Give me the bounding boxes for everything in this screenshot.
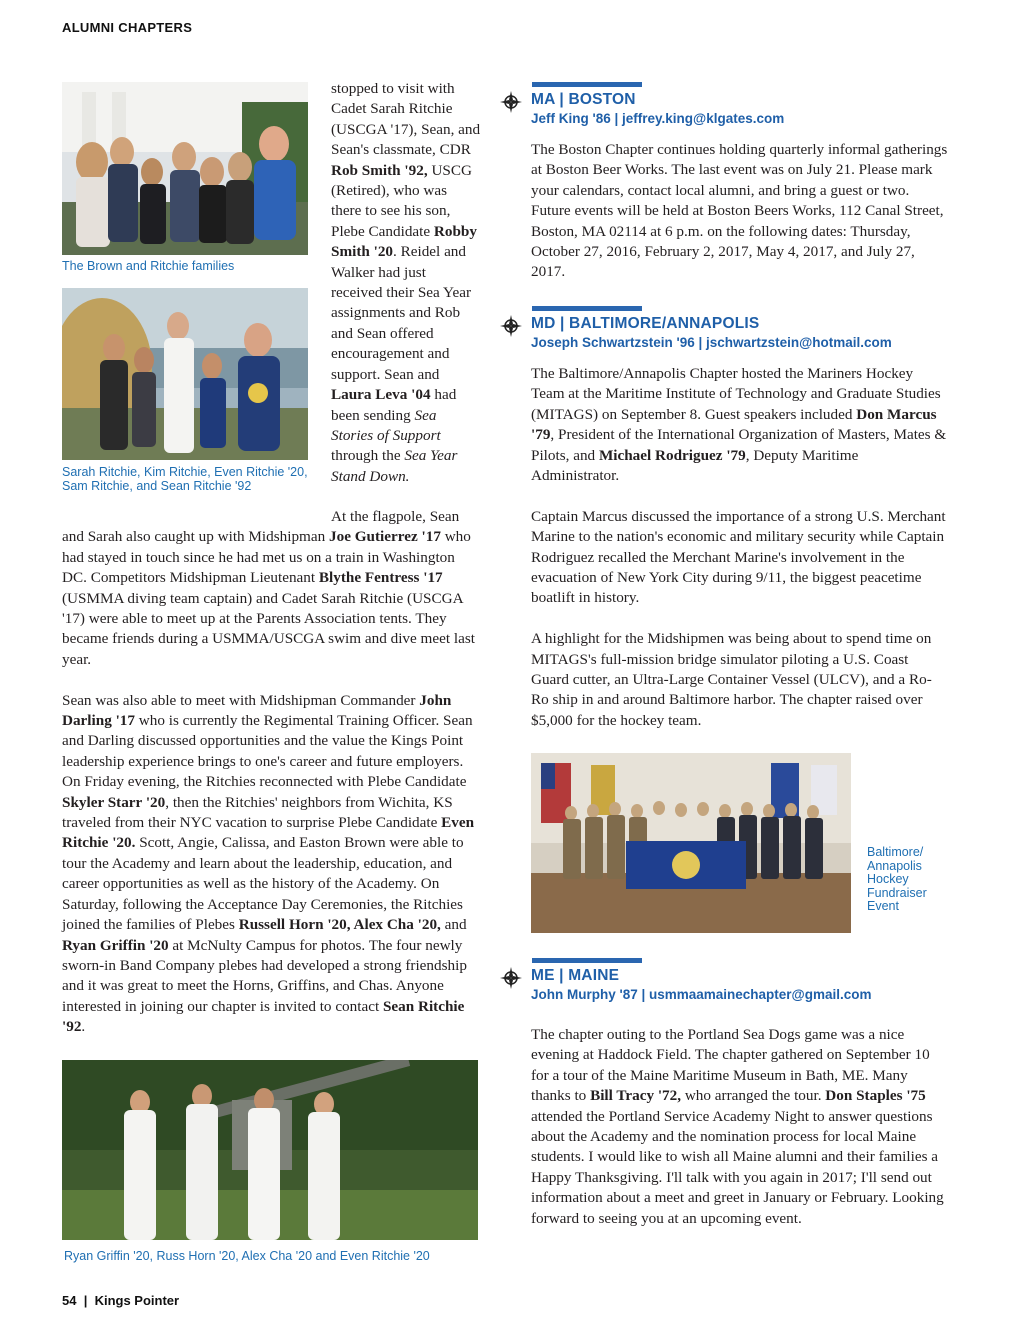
photo-ritchie-group [62,288,308,460]
left-side-text: stopped to visit with Cadet Sarah Ritchie (USCGA '17), Sean, and Sean's classmate, CDR Rob Smith '92, USCG (Retired), who was there to see his son, Plebe Candidate Robby Smith '20. Reidel and Walker had just received their Sea Year assignments and Rob and Sean offered encouragement and support. Sean and Laura Leva '04 had been sending Sea Stories of Support through the Sea Year Stand Down. [331,80,481,485]
chapter-header-baltimore [500,306,970,356]
chapter-header-boston [500,82,970,132]
photo-hockey-fundraiser [531,753,851,933]
chapter-body-baltimore: The Baltimore/Annapolis Chapter hosted the Mariners Hockey Team at the Maritime Institute of Technology and Graduate Studies (MITAGS) on September 8. Guest speakers included Don Marcus '79, President of the International Organization of Masters, Mates & Pilots, and Michael Rodriguez '79, Deputy Maritime Administrator. Captain Marcus discussed the importance of a strong U.S. Merchant Marine to the nation's economic and military security while Captain Rodriguez recalled the Merchant Marine's involvement in the evacuation of New York City during 9/11, the biggest peacetime boatlift in history. A highlight for the Midshipmen was being about to spend time on MITAGS's full-mission bridge simulator piloting a U.S. Coast Guard cutter, an Ultra-Large Container Vessel (ULCV), and a Ro-Ro ship in and around Baltimore harbor. The chapter raised over $5,000 for the hockey team. [531,365,947,729]
chapter-divider-bar [532,82,642,87]
family-photo-image [62,82,308,255]
left-main-text: At the flagpole, Sean and Sarah also caught up with Midshipman Joe Gutierrez '17 who had stayed in touch since he had met us on a train in Washington DC. Competitors Midshipman Lieutenant Blythe Fentress '17 (USMMA diving team captain) and Cadet Sarah Ritchie (USCGA '17) were able to meet up at the Parents Association tents. They became friends during a USMMA/USCGA swim and dive meet last year. Sean was also able to meet with Midshipman Commander John Darling '17 who is currently the Regimental Training Officer. Sean and Darling discussed opportunities and the value the Kings Point leadership experience brings to one's career and future employers. On Friday evening, the Ritchies reconnected with Plebe Candidate Skyler Starr '20, then the Ritchies' neighbors from Wichita, KS traveled from their NYC vacation to surprise Plebe Candidate Even Ritchie '20. Scott, Angie, Calissa, and Easton Brown were able to tour the Academy and learn about the leadership, education, and career opportunities as well as the history of the Academy. On Saturday, following the Acceptance Day Ceremonies, the Ritchies joined the families of Plebes Russell Horn '20, Alex Cha '20, and Ryan Griffin '20 at McNulty Campus for photos. The four newly sworn-in Band Company plebes had developed a strong friendship and it was great to meet the Horns, Griffins, and Chas. Anyone interested in joining our chapter is invited to contact Sean Ritchie '92. [62,508,475,1036]
chapter-contact: Jeff King '86 | jeffrey.king@klgates.com [531,111,785,126]
chapter-title: MD | BALTIMORE/ANNAPOLIS [531,315,760,332]
compass-rose-icon [500,91,522,113]
photo-brown-ritchie-families [62,82,308,255]
chapter-contact: Joseph Schwartzstein '96 | jschwartzstein@hotmail.com [531,335,892,350]
footer-separator: | [83,1293,88,1308]
page-footer [62,1293,179,1308]
chapter-body-boston: The Boston Chapter continues holding quarterly informal gatherings at Boston Beer Works. The last event was on July 21. Please mark your calendars, contact local alumni, and bring a guest or two. Future events will be held at Boston Beers Works, 112 Canal Street, Boston, MA 02114 at 6 p.m. on the following dates: Thursday, October 27, 2016, February 2, 2017, May 4, 2017, and July 27, 2017. [531,141,948,281]
chapter-title: MA | BOSTON [531,91,636,108]
page-number: 54 [62,1293,77,1308]
ritchie-photo-image [62,288,308,460]
caption-plebes: Ryan Griffin '20, Russ Horn '20, Alex Cha '20 and Even Ritchie '20 [64,1249,430,1263]
caption-hockey-fundraiser: Baltimore/ Annapolis Hockey Fundraiser Event [867,845,927,913]
plebes-photo-image [62,1060,478,1240]
chapter-header-maine [500,958,970,1008]
caption-brown-ritchie-families: The Brown and Ritchie families [62,259,235,273]
publication-name: Kings Pointer [94,1293,180,1308]
chapter-body-maine: The chapter outing to the Portland Sea Dogs game was a nice evening at Haddock Field. The chapter gathered on September 10 for a tour of the Maine Maritime Museum in Bath, ME. Many thanks to Bill Tracy '72, who arranged the tour. Don Staples '75 attended the Portland Service Academy Night to answer questions about the Academy and the nomination process for local Maine students. I would like to wish all Maine alumni and their families a Happy Thanksgiving. I'll talk with you again in 2017; I'll send out information about a meet and greet in January or February. Looking forward to seeing you at an upcoming event. [531,1026,944,1227]
chapter-divider-bar [532,306,642,311]
chapter-divider-bar [532,958,642,963]
compass-rose-icon [500,967,522,989]
photo-plebes [62,1060,478,1240]
chapter-title: ME | MAINE [531,967,620,984]
compass-rose-icon [500,315,522,337]
caption-ritchie-group: Sarah Ritchie, Kim Ritchie, Even Ritchie '20, Sam Ritchie, and Sean Ritchie '92 [62,465,308,493]
hockey-photo-image [531,753,851,933]
section-label: ALUMNI CHAPTERS [62,20,193,35]
chapter-contact: John Murphy '87 | usmmaamainechapter@gmail.com [531,987,872,1002]
